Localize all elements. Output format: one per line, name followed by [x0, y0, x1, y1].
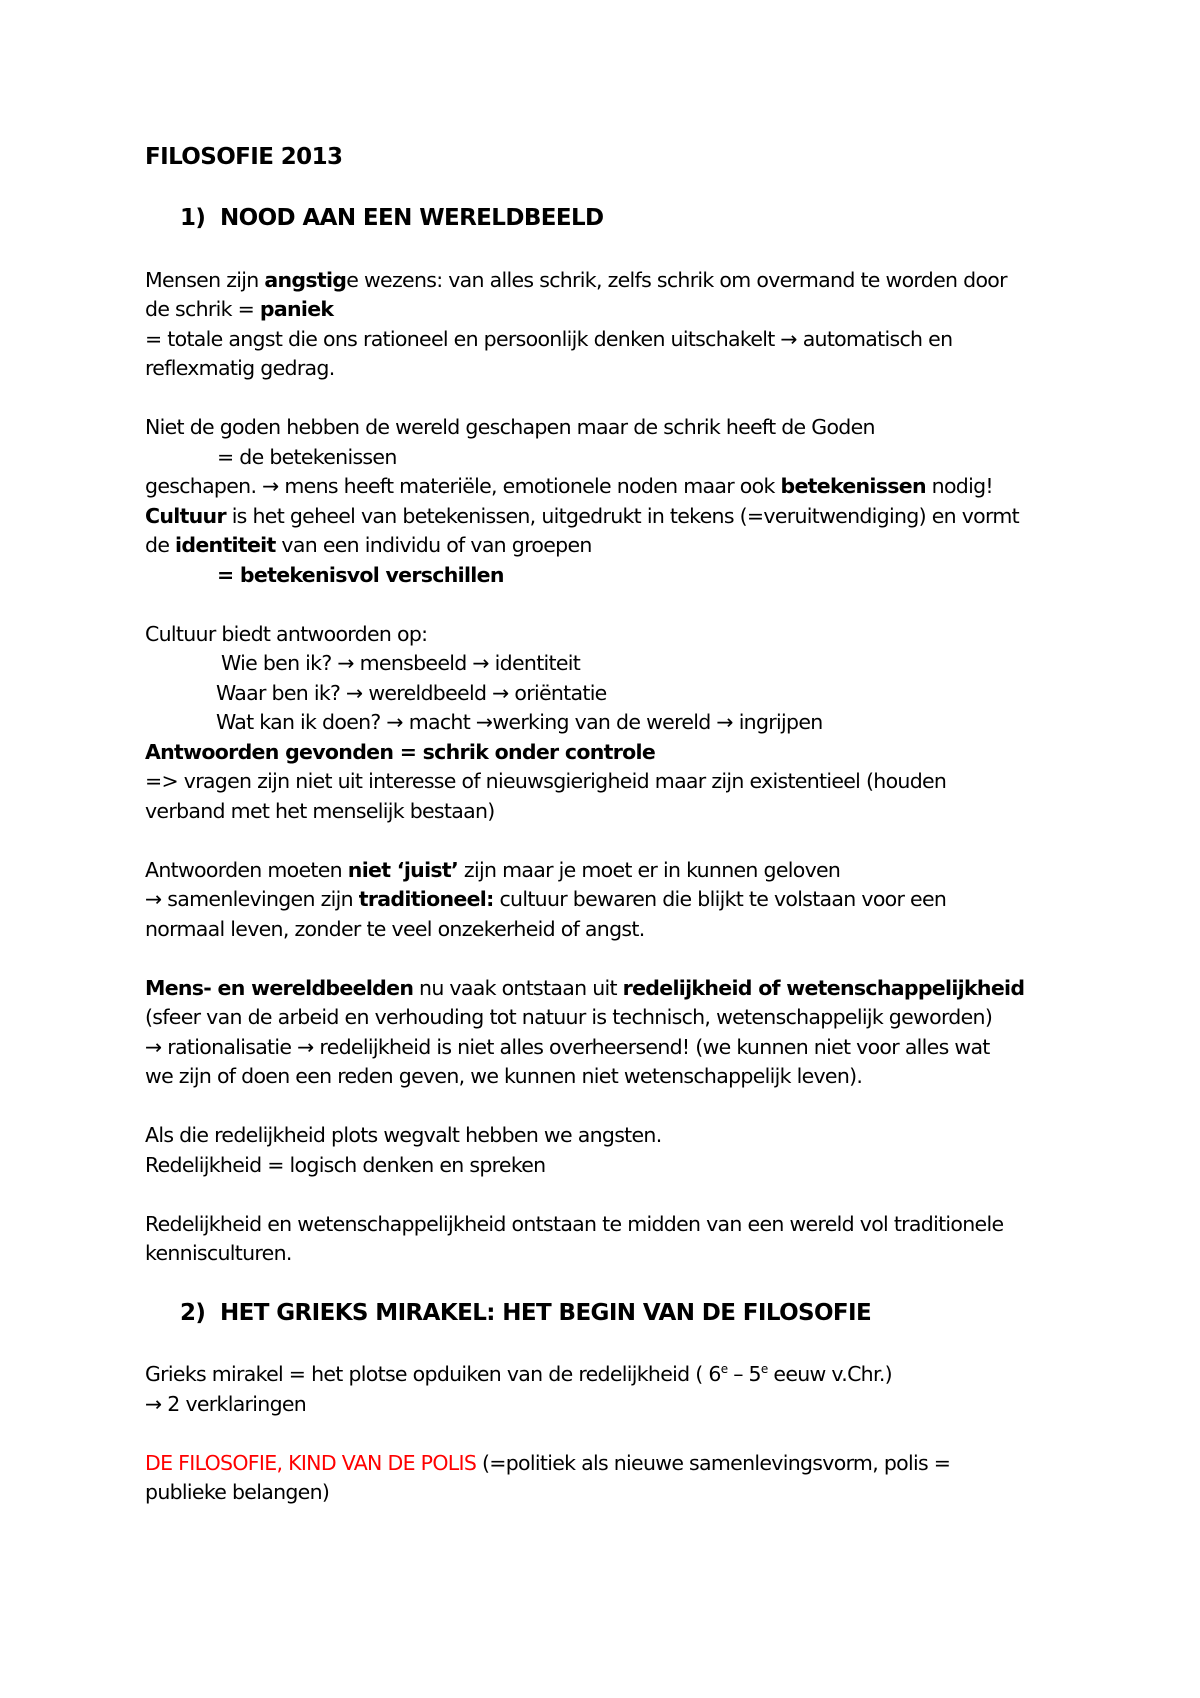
paragraph-line: → rationalisatie → redelijkheid is niet alles overheersend! (we kunnen niet voor alles wat	[145, 1034, 990, 1059]
arrow-icon: →	[492, 680, 509, 705]
paragraph-line: Redelijkheid en wetenschappelijkheid ontstaan te midden van een wereld vol traditionele	[145, 1211, 1004, 1236]
section-1-number: 1)	[180, 205, 206, 231]
emphasis: = betekenisvol verschillen	[217, 562, 504, 587]
paragraph-line: → samenlevingen zijn traditioneel: cultuur bewaren die blijkt te volstaan voor een	[145, 887, 947, 911]
list-item: Wie ben ik? → mensbeeld → identiteit	[221, 651, 581, 675]
section-2-heading	[145, 1295, 1080, 1331]
paragraph-line: reflexmatig gedrag.	[145, 356, 335, 380]
arrow-icon: →	[337, 651, 354, 675]
paragraph-line: Cultuur is het geheel van betekenissen, uitgedrukt in tekens (=veruitwendiging) en vormt	[145, 503, 1019, 528]
emphasis: Antwoorden gevonden = schrik onder controle	[145, 739, 656, 764]
section-1-title: NOOD AAN EEN WERELDBEELD	[220, 205, 604, 231]
paragraph-line: DE FILOSOFIE, KIND VAN DE POLIS (=politiek als nieuwe samenlevingsvorm, polis =	[145, 1450, 951, 1475]
section-2-number: 2)	[180, 1299, 206, 1326]
arrow-icon: →	[472, 651, 489, 675]
emphasis: angstig	[264, 267, 347, 292]
emphasis: Mens- en wereldbeelden	[145, 975, 414, 1000]
emphasis: redelijkheid of wetenschappelijkheid	[622, 975, 1025, 1000]
arrow-icon: →	[145, 1391, 162, 1416]
paragraph-line: Als die redelijkheid plots wegvalt hebben we angsten.	[145, 1123, 662, 1147]
paragraph-line	[145, 561, 1080, 591]
paragraph-line: = de betekenissen	[217, 444, 397, 469]
document-title: FILOSOFIE 2013	[145, 144, 343, 170]
arrow-icon: →	[716, 710, 733, 734]
paragraph-line: Cultuur biedt antwoorden op:	[145, 621, 428, 646]
paragraph-line: Mensen zijn angstige wezens: van alles schrik, zelfs schrik om overmand te worden door	[145, 267, 1007, 292]
paragraph-line: Mens- en wereldbeelden nu vaak ontstaan uit redelijkheid of wetenschappelijkheid	[145, 975, 1025, 1000]
emphasis: Cultuur	[145, 503, 226, 528]
section-1-heading	[145, 200, 1080, 236]
paragraph-line: Antwoorden moeten niet ‘juist’ zijn maar je moet er in kunnen geloven	[145, 857, 841, 882]
paragraph-line: de identiteit van een individu of van groepen	[145, 533, 592, 557]
paragraph-line: we zijn of doen een reden geven, we kunnen niet wetenschappelijk leven).	[145, 1064, 863, 1088]
arrow-icon: →	[780, 326, 797, 351]
emphasis: paniek	[259, 297, 334, 321]
paragraph-line: normaal leven, zonder te veel onzekerheid of angst.	[145, 916, 645, 941]
paragraph-line: publieke belangen)	[145, 1480, 330, 1504]
paragraph-line: Grieks mirakel = het plotse opduiken van de redelijkheid ( 6e – 5e eeuw v.Chr.)	[145, 1362, 892, 1386]
paragraph-line: Niet de goden hebben de wereld geschapen maar de schrik heeft de Goden	[145, 415, 875, 439]
emphasis: betekenissen	[780, 474, 926, 498]
arrow-icon: →	[145, 1034, 162, 1059]
arrow-icon: →	[475, 710, 493, 734]
arrow-icon: →	[386, 710, 403, 734]
paragraph-line: => vragen zijn niet uit interesse of nieuwsgierigheid maar zijn existentieel (houden	[145, 769, 947, 793]
arrow-icon: →	[145, 887, 162, 911]
document-page	[145, 140, 1080, 1508]
arrow-icon: →	[262, 474, 279, 498]
paragraph-line: geschapen. → mens heeft materiële, emotionele noden maar ook betekenissen nodig!	[145, 474, 993, 498]
emphasis: traditioneel:	[358, 887, 494, 911]
arrow-icon: →	[297, 1034, 314, 1059]
arrow-icon: →	[346, 680, 363, 705]
emphasis: niet ‘juist’	[347, 857, 459, 882]
list-item: Waar ben ik? → wereldbeeld → oriëntatie	[216, 680, 607, 705]
paragraph-line: = totale angst die ons rationeel en persoonlijk denken uitschakelt → automatisch en	[145, 326, 953, 351]
paragraph-line: → 2 verklaringen	[145, 1391, 307, 1416]
paragraph-line: de schrik = paniek	[145, 297, 334, 321]
section-2-title: HET GRIEKS MIRAKEL: HET BEGIN VAN DE FILOSOFIE	[220, 1299, 872, 1326]
emphasis: identiteit	[175, 533, 276, 557]
paragraph-line: kennisculturen.	[145, 1241, 292, 1265]
red-highlight-text: DE FILOSOFIE, KIND VAN DE POLIS	[145, 1450, 477, 1475]
list-item: Wat kan ik doen? → macht →werking van de wereld → ingrijpen	[216, 710, 823, 734]
paragraph-line: Redelijkheid = logisch denken en spreken	[145, 1152, 546, 1177]
paragraph-line: verband met het menselijk bestaan)	[145, 798, 495, 823]
paragraph-line	[145, 738, 1080, 768]
paragraph-line: (sfeer van de arbeid en verhouding tot natuur is technisch, wetenschappelijk geworden)	[145, 1005, 993, 1029]
